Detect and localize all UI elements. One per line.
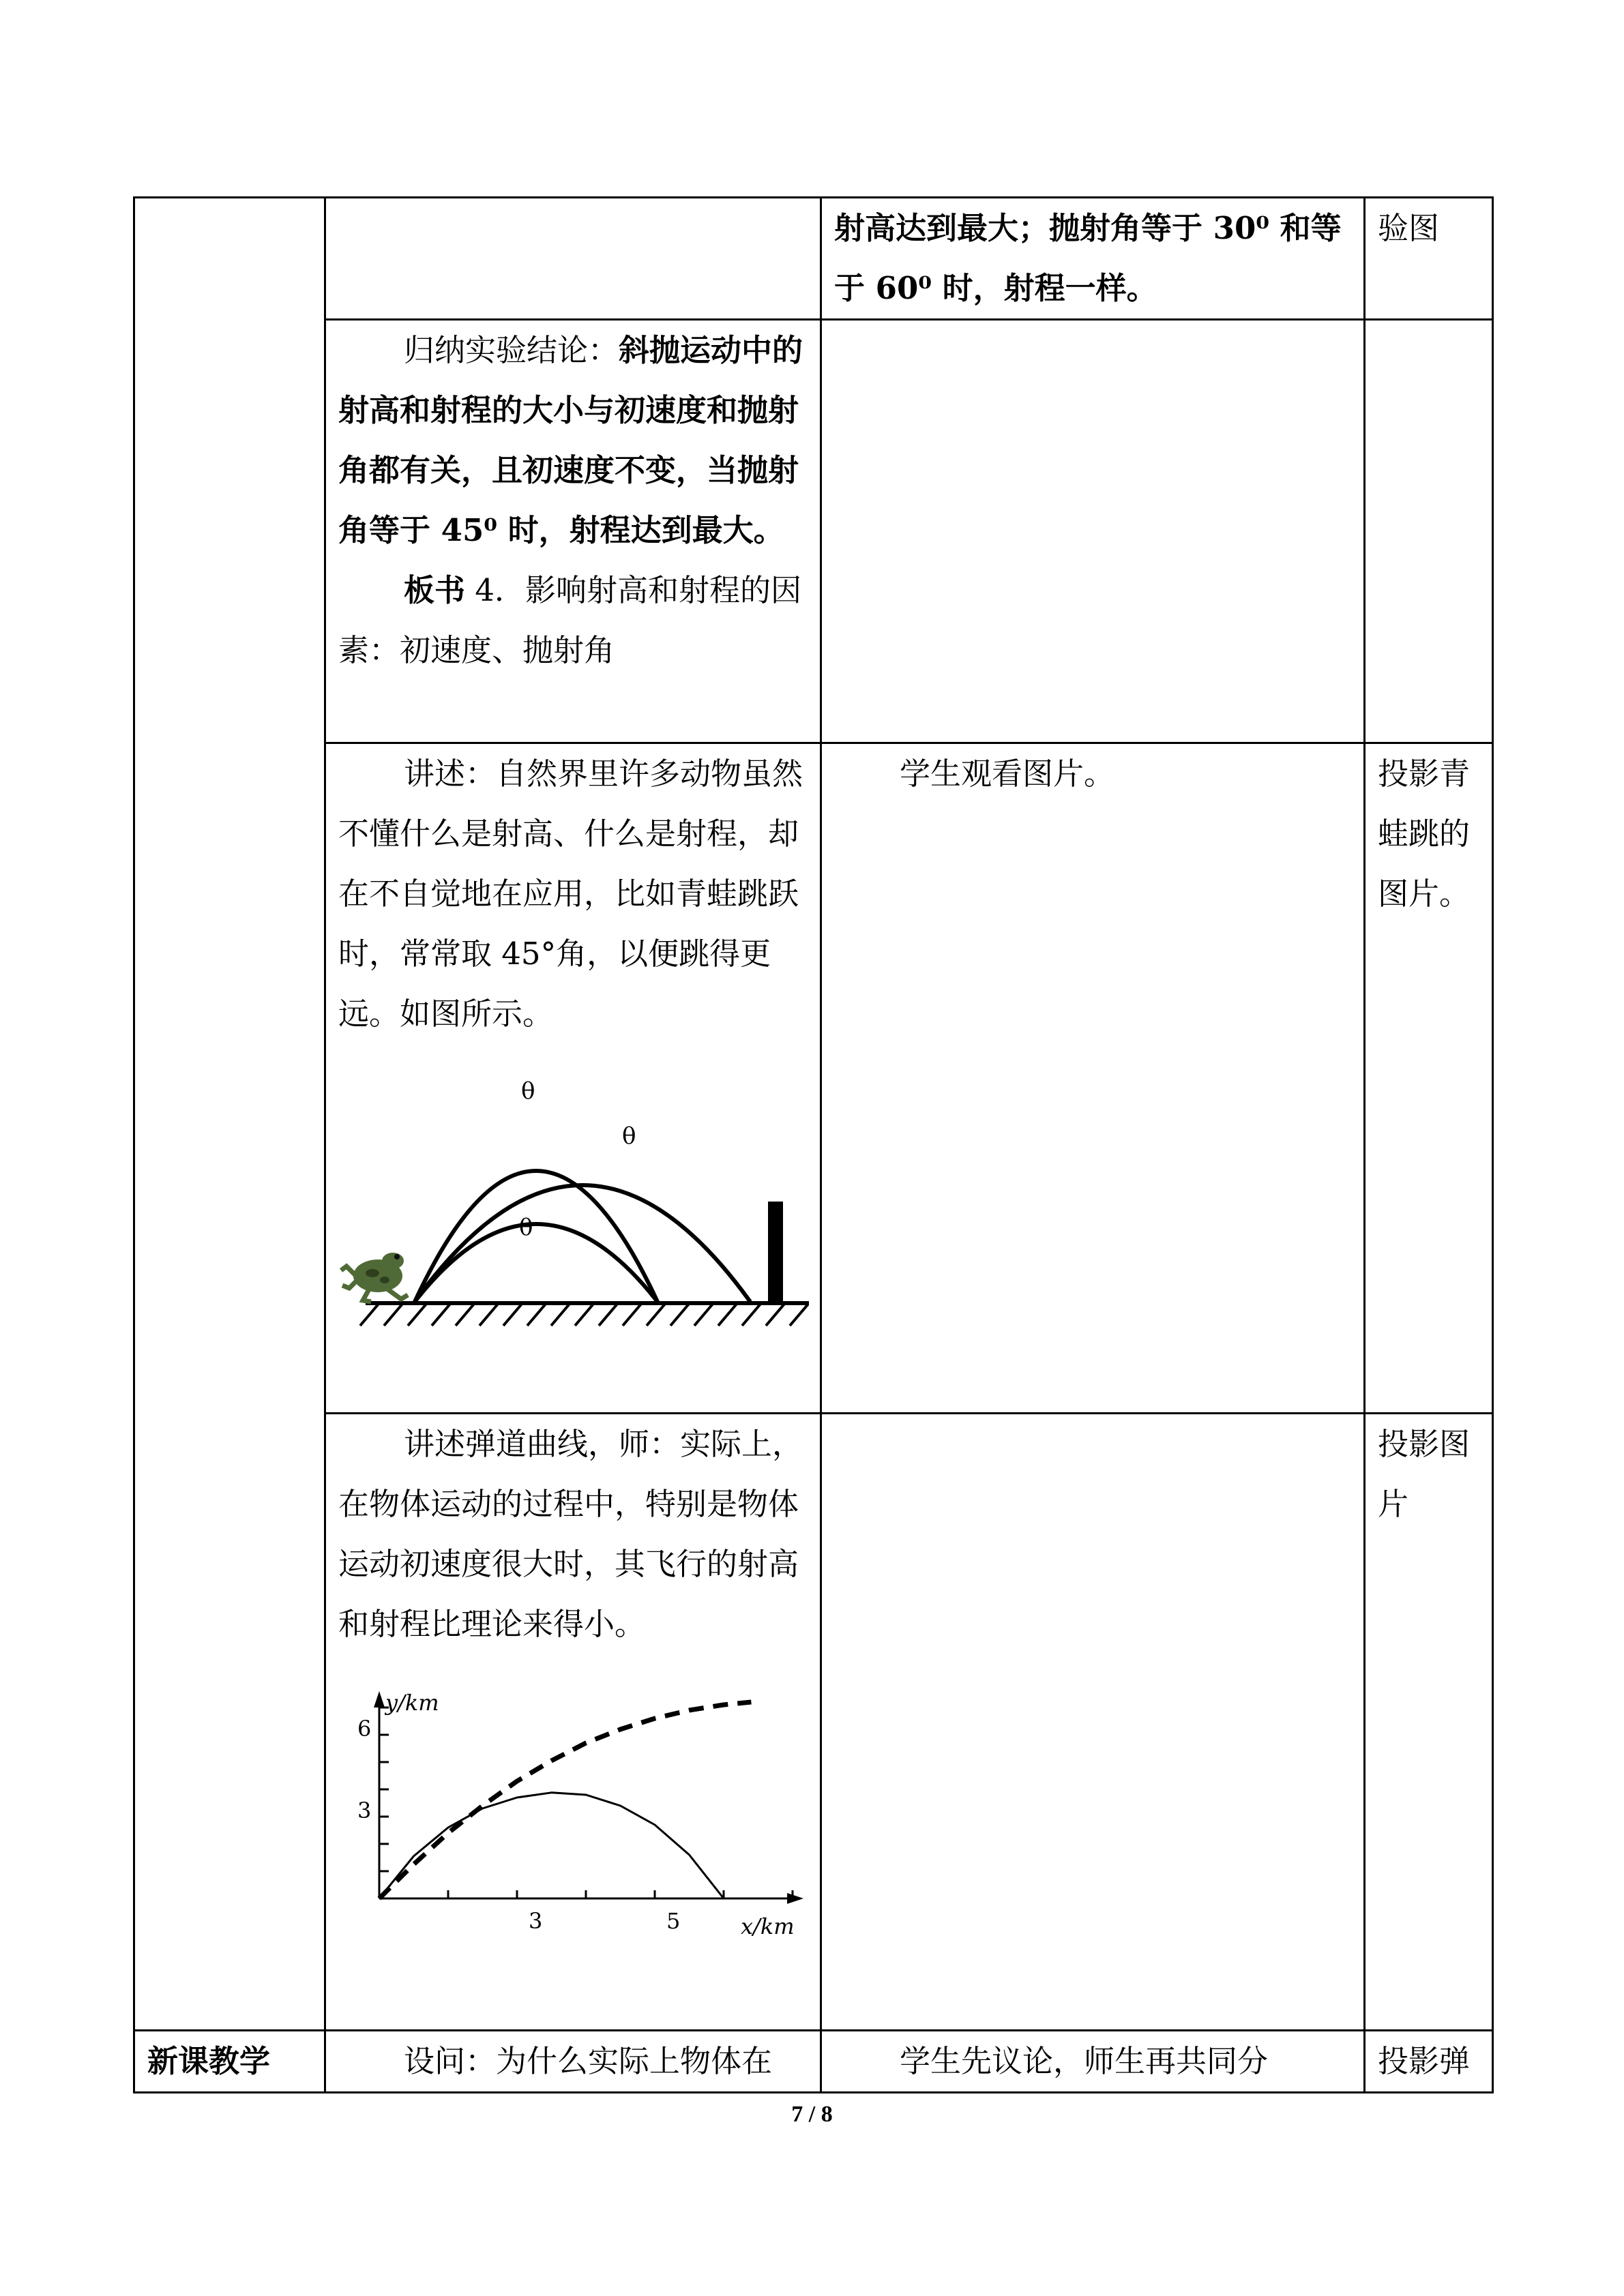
angle-label-high: θ [521,1077,535,1105]
ground-hatching [360,1303,809,1326]
narration-text: 讲述：自然界里许多动物虽然不懂什么是射高、什么是射程，却在不自觉地在应用，比如青蛙跳跃时，常常取 45°角，以便跳得更远。如图所示。 [338,756,803,1032]
theoretical-trajectory-line [379,1702,751,1898]
activity-text: 射高达到最大；抛射角等于 30⁰ 和等于 60⁰ 时，射程一样。 [834,210,1342,306]
note-cell [1365,743,1493,1414]
conclusion-label: 归纳实验结论： [404,332,619,368]
conclusion-paragraph [338,320,808,561]
narration-cell [325,320,821,743]
frog-icon [341,1253,408,1302]
narration-cell [325,2031,821,2093]
narration-cell [325,198,821,320]
obstacle-post [768,1202,783,1303]
frog-jump-figure [338,1063,809,1350]
note-text: 投影弹 [1378,2043,1471,2079]
x-tick-label: 3 [529,1908,543,1934]
table-row [134,743,1493,1414]
stage-cell [134,2031,325,2093]
note-text: 投影图片 [1378,1426,1471,1522]
angle-label-low: θ [519,1214,533,1241]
board-label: 板书 [404,572,466,608]
y-axis-arrow [374,1691,385,1708]
trajectory-45-degree [415,1185,750,1302]
y-tick-label: 6 [357,1716,372,1742]
x-axis-label: x/km [741,1913,795,1939]
x-axis-arrow [787,1893,803,1904]
x-tick-label: 5 [666,1908,681,1934]
activity-cell [821,743,1365,1414]
narration-cell [325,743,821,1414]
y-tick-label: 3 [357,1798,372,1823]
angle-label-45: θ [622,1122,636,1150]
chart-series [379,1702,751,1898]
table-row [134,2031,1493,2093]
table-row [134,198,1493,320]
conclusion-text: 斜抛运动中的射高和射程的大小与初速度和抛射角都有关，且初速度不变，当抛射角等于 45⁰ 时，射程达到最大。 [338,332,803,548]
note-text: 投影青蛙跳的图片。 [1378,756,1471,912]
narration-cell [325,1414,821,2031]
board-paragraph [338,561,808,681]
narration-text: 设问：为什么实际上物体在 [404,2043,773,2079]
note-cell [1365,2031,1493,2093]
activity-cell [821,2031,1365,2093]
y-axis-label: y/km [385,1690,439,1716]
note-cell [1365,1414,1493,2031]
lesson-table [133,196,1494,2093]
activity-cell [821,1414,1365,2031]
note-cell [1365,198,1493,320]
activity-text: 学生观看图片。 [900,756,1115,792]
ballistic-curve-chart [338,1673,809,1946]
page-number: 7 / 8 [791,2102,833,2127]
activity-cell [821,198,1365,320]
note-cell [1365,320,1493,743]
stage-label: 新课教学 [147,2043,271,2079]
board-text: 4．影响射高和射程的因素：初速度、抛射角 [338,572,801,668]
axis-ticks [379,1708,793,1898]
table-row [134,320,1493,743]
note-text: 验图 [1378,210,1440,246]
activity-text: 学生先议论，师生再共同分 [900,2043,1269,2079]
narration-text: 讲述弹道曲线，师：实际上，在物体运动的过程中，特别是物体运动初速度很大时，其飞行的射高和射程比理论来得小。 [338,1426,803,1642]
activity-cell [821,320,1365,743]
stage-cell [134,198,325,2031]
table-row [134,1414,1493,2031]
